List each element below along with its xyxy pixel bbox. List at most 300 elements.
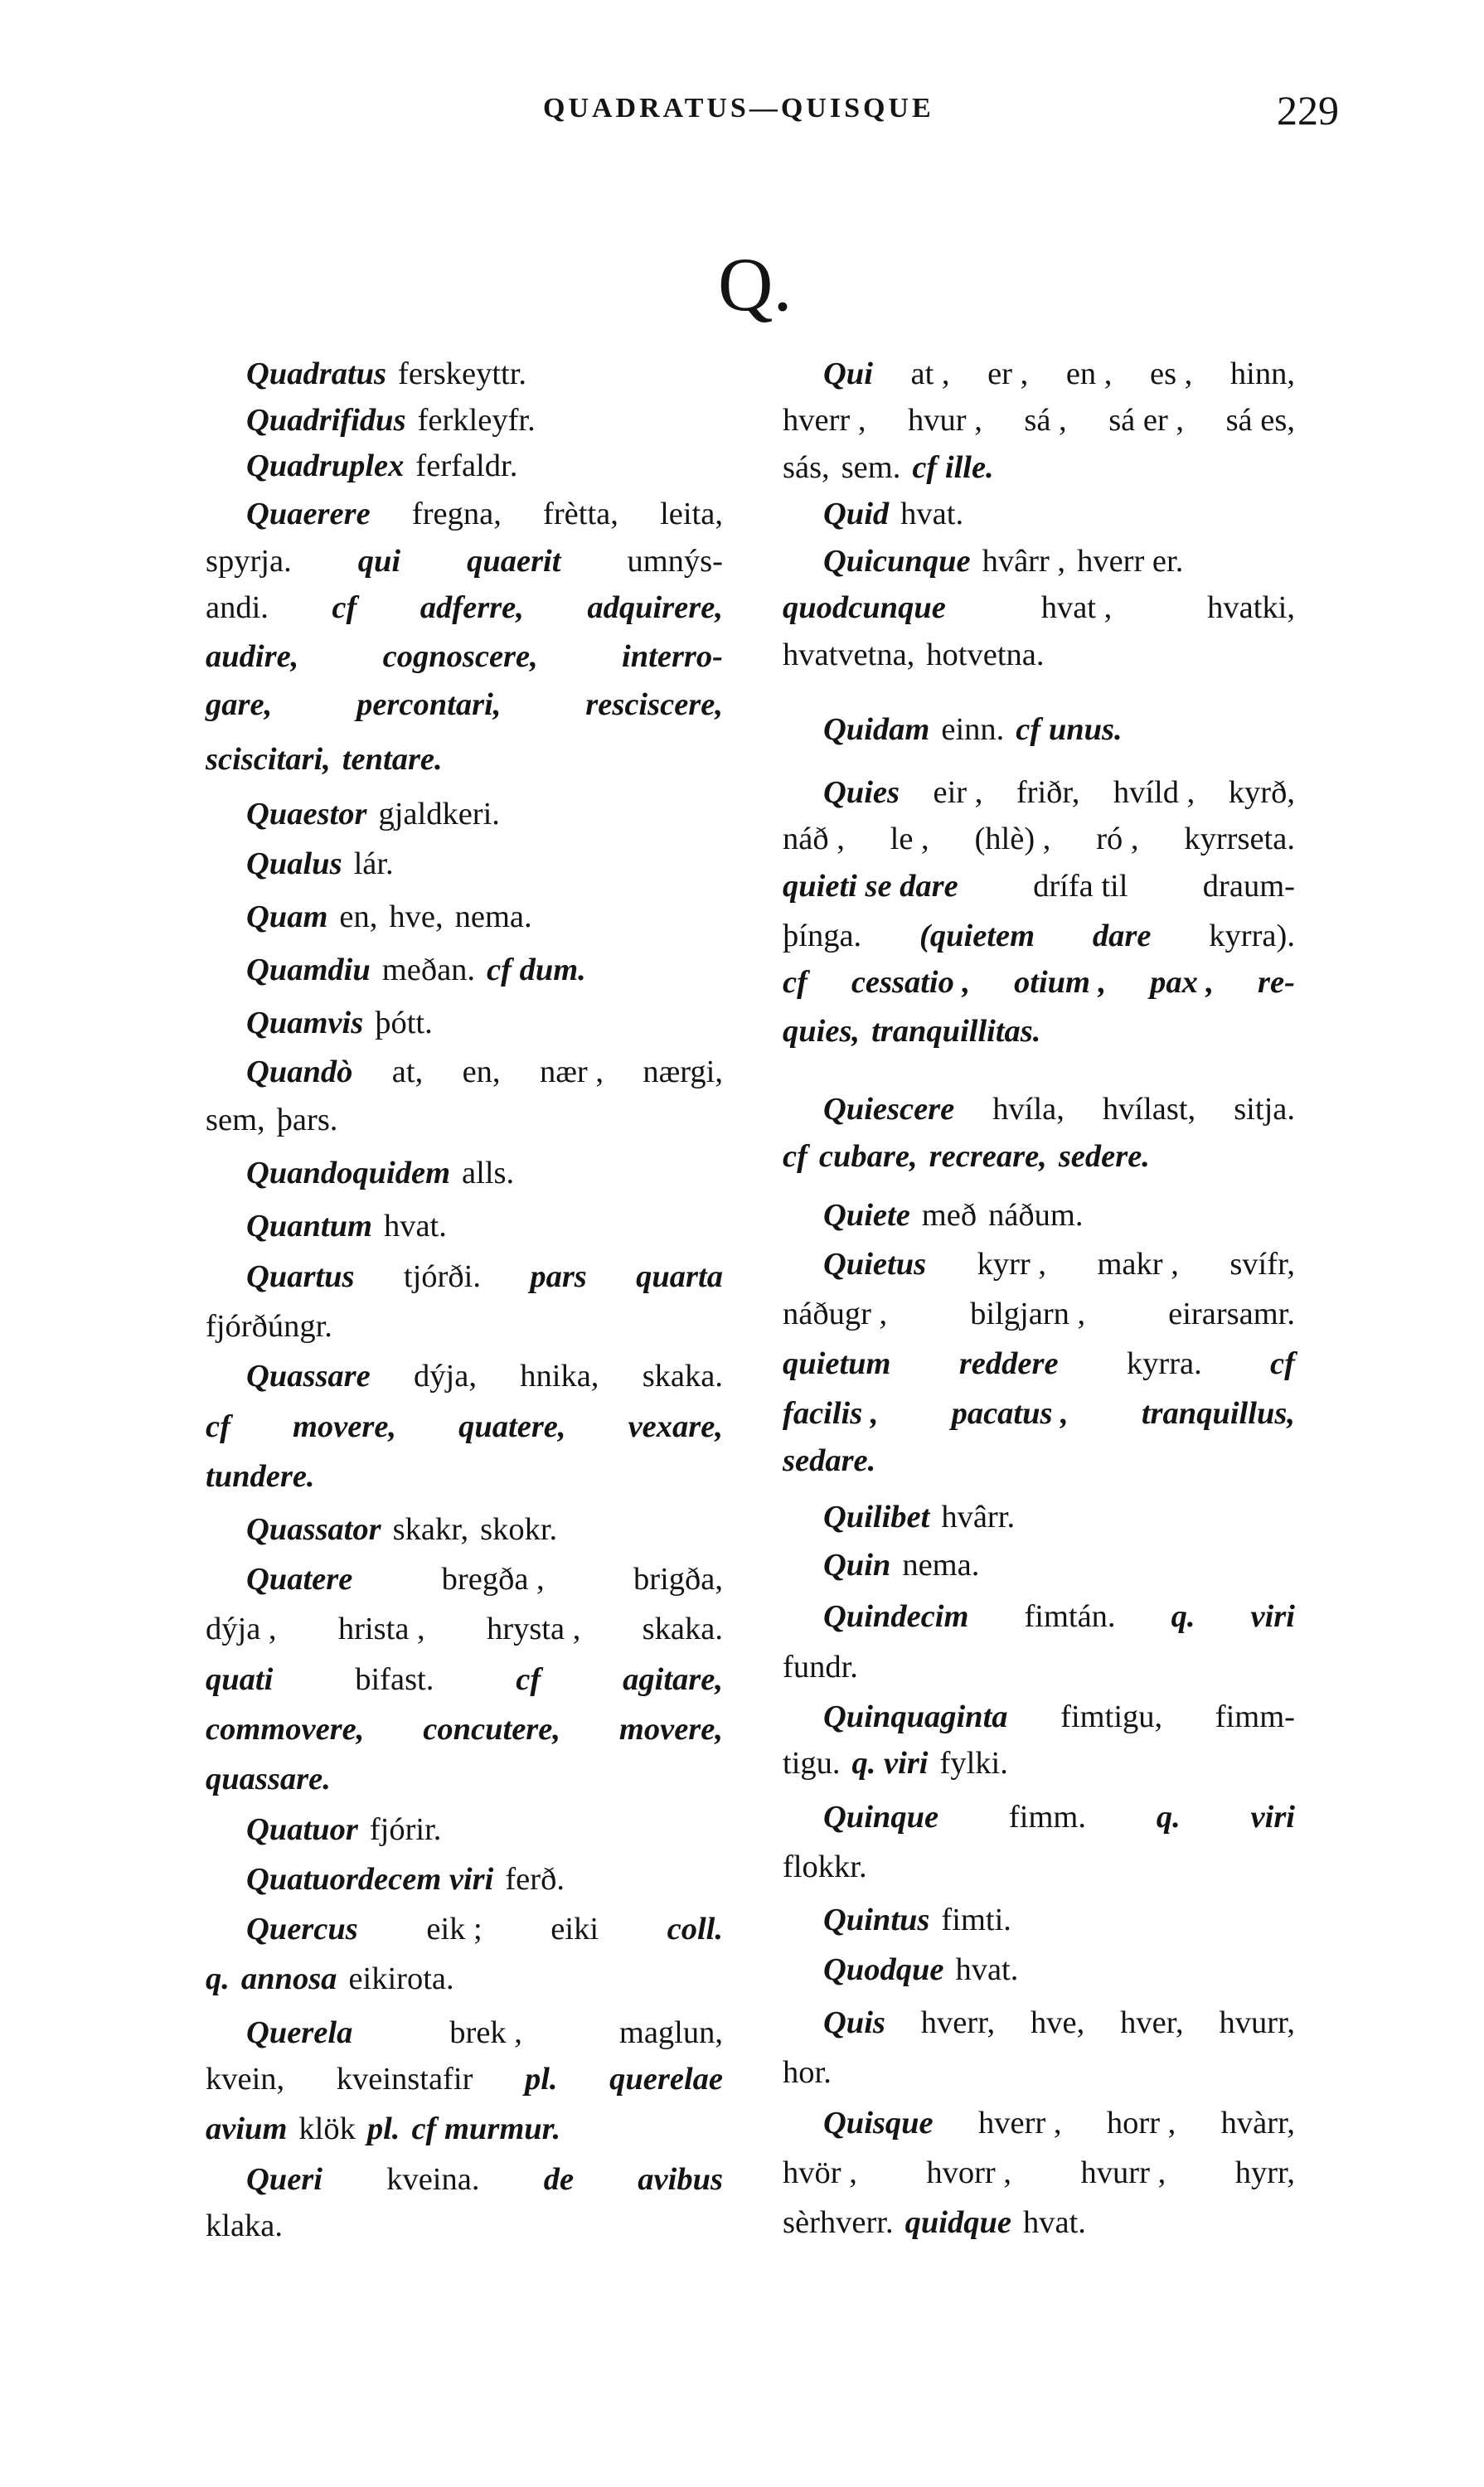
latin-term: quaerit bbox=[467, 544, 561, 579]
text-line bbox=[823, 353, 1295, 395]
translation-text: fimti. bbox=[941, 1903, 1011, 1937]
text-line bbox=[206, 1758, 723, 1800]
latin-term: querelae bbox=[609, 2062, 723, 2097]
text-line bbox=[783, 2152, 1295, 2194]
translation-text: kyrð, bbox=[1228, 775, 1295, 810]
text-line bbox=[246, 1256, 723, 1297]
text-line bbox=[783, 2202, 1295, 2243]
latin-term: q. bbox=[1156, 1800, 1181, 1835]
translation-text: spyrja. bbox=[206, 544, 292, 579]
latin-term: percontari, bbox=[356, 687, 502, 722]
text-line bbox=[823, 541, 1295, 582]
latin-term: cf murmur. bbox=[411, 2111, 561, 2146]
text-line bbox=[206, 1709, 723, 1750]
latin-term: q. bbox=[1171, 1599, 1195, 1634]
text-line bbox=[783, 587, 1295, 628]
translation-text: nema. bbox=[454, 899, 532, 934]
translation-text: kyrrseta. bbox=[1184, 822, 1295, 856]
text-line bbox=[823, 1244, 1295, 1285]
latin-term: annosa bbox=[240, 1961, 337, 1996]
translation-text: hor. bbox=[783, 2055, 832, 2090]
translation-text: umnýs- bbox=[627, 544, 723, 579]
latin-term: interro- bbox=[622, 639, 723, 674]
latin-term: agitare, bbox=[623, 1662, 723, 1697]
translation-text: en, bbox=[339, 899, 378, 934]
latin-term: facilis , bbox=[783, 1396, 879, 1431]
latin-term: viri bbox=[1250, 1800, 1295, 1835]
translation-text: kvein, bbox=[206, 2062, 285, 2097]
translation-text: sitja. bbox=[1234, 1092, 1295, 1127]
translation-text: sá , bbox=[1024, 403, 1067, 438]
latin-term: q. viri bbox=[851, 1746, 929, 1781]
translation-text: kyrr , bbox=[977, 1247, 1046, 1282]
latin-term: Quiescere bbox=[823, 1092, 955, 1127]
latin-term: quidque bbox=[904, 2205, 1011, 2240]
translation-text: hotvetna. bbox=[926, 638, 1045, 672]
latin-term: Quies bbox=[823, 775, 900, 810]
translation-text: hve, bbox=[1031, 2005, 1085, 2040]
latin-term: Querela bbox=[246, 2015, 353, 2050]
latin-term: adquirere, bbox=[587, 590, 723, 625]
latin-term: pacatus , bbox=[951, 1396, 1069, 1431]
latin-term: re- bbox=[1258, 965, 1295, 1000]
text-line bbox=[783, 865, 1295, 907]
translation-text: skakr, bbox=[392, 1512, 469, 1547]
latin-term: Quatuor bbox=[246, 1812, 358, 1847]
latin-term: Quartus bbox=[246, 1259, 355, 1294]
translation-text: hvat. bbox=[383, 1209, 447, 1244]
text-line bbox=[783, 1846, 1295, 1888]
translation-text: hinn, bbox=[1229, 356, 1295, 391]
latin-term: Quamvis bbox=[246, 1006, 364, 1040]
latin-term: coll. bbox=[667, 1912, 723, 1946]
latin-term: Quintus bbox=[823, 1903, 930, 1937]
translation-text: hver, bbox=[1120, 2005, 1184, 2040]
text-line bbox=[823, 772, 1295, 813]
translation-text: hvat. bbox=[1022, 2205, 1086, 2240]
text-line bbox=[783, 447, 1295, 488]
latin-term: Quamdiu bbox=[246, 953, 371, 987]
translation-text: hvat , bbox=[1040, 590, 1113, 625]
latin-term: quietum bbox=[783, 1346, 891, 1381]
text-line bbox=[823, 1796, 1295, 1838]
translation-text: en , bbox=[1065, 356, 1113, 391]
translation-text: ferskeyttr. bbox=[398, 356, 527, 391]
latin-term: Quinque bbox=[823, 1800, 939, 1835]
text-line bbox=[783, 1343, 1295, 1384]
translation-text: er , bbox=[987, 356, 1029, 391]
translation-text: flokkr. bbox=[783, 1849, 867, 1884]
latin-term: Quandò bbox=[246, 1054, 353, 1089]
text-line bbox=[246, 949, 723, 991]
section-letter: Q. bbox=[718, 242, 793, 327]
text-line bbox=[206, 1306, 723, 1347]
translation-text: hvârr , bbox=[982, 544, 1066, 579]
translation-text: fundr. bbox=[783, 1650, 858, 1685]
latin-term: Quam bbox=[246, 899, 328, 934]
text-line bbox=[246, 1051, 723, 1093]
translation-text: svífr, bbox=[1229, 1247, 1295, 1282]
translation-text: kyrra. bbox=[1126, 1346, 1202, 1381]
latin-term: viri bbox=[1250, 1599, 1295, 1634]
text-line bbox=[206, 1659, 723, 1700]
translation-text: ferfaldr. bbox=[415, 448, 518, 483]
latin-term: cf bbox=[206, 1409, 230, 1444]
translation-text: þínga. bbox=[783, 919, 862, 953]
latin-term: Quassare bbox=[246, 1359, 371, 1394]
text-line bbox=[206, 1406, 723, 1447]
translation-text: hverr er. bbox=[1077, 544, 1184, 579]
text-line bbox=[783, 1440, 1295, 1481]
latin-term: de bbox=[543, 2162, 575, 2197]
translation-text: fimtigu, bbox=[1060, 1699, 1163, 1734]
translation-text: hvílast, bbox=[1102, 1092, 1196, 1127]
latin-term: cf unus. bbox=[1016, 712, 1123, 747]
translation-text: hve, bbox=[389, 899, 444, 934]
translation-text: hrysta , bbox=[487, 1612, 581, 1646]
latin-term: Quercus bbox=[246, 1912, 358, 1946]
text-line bbox=[823, 1496, 1295, 1538]
translation-text: hvorr , bbox=[926, 2155, 1012, 2190]
text-line bbox=[783, 1011, 1295, 1052]
translation-text: hvör , bbox=[783, 2155, 857, 2190]
latin-term: tundere. bbox=[206, 1459, 315, 1494]
translation-text: brek , bbox=[449, 2015, 522, 2050]
text-line bbox=[206, 739, 723, 780]
latin-term: avibus bbox=[638, 2162, 723, 2197]
translation-text: ferð. bbox=[505, 1862, 565, 1897]
translation-text: sem, bbox=[206, 1103, 265, 1137]
latin-term: pax , bbox=[1150, 965, 1215, 1000]
text-line bbox=[783, 1646, 1295, 1688]
translation-text: meðan. bbox=[381, 953, 476, 987]
text-line bbox=[783, 915, 1295, 957]
text-line bbox=[206, 541, 723, 582]
latin-term: Quaestor bbox=[246, 797, 367, 831]
latin-term: Qualus bbox=[246, 846, 342, 881]
text-line bbox=[783, 1293, 1295, 1335]
translation-text: dýja, bbox=[414, 1359, 477, 1394]
text-line bbox=[246, 1559, 723, 1600]
latin-term: Quindecim bbox=[823, 1599, 969, 1634]
translation-text: le , bbox=[890, 822, 929, 856]
translation-text: leita, bbox=[660, 497, 723, 531]
text-line bbox=[246, 400, 723, 441]
translation-text: nema. bbox=[902, 1548, 980, 1583]
text-line bbox=[246, 2159, 723, 2200]
latin-term: cessatio , bbox=[851, 965, 971, 1000]
latin-term: cf bbox=[783, 965, 807, 1000]
translation-text: horr , bbox=[1106, 2106, 1176, 2140]
translation-text: nær , bbox=[539, 1054, 604, 1089]
latin-term: Quassator bbox=[246, 1512, 381, 1547]
text-line bbox=[823, 1696, 1295, 1738]
translation-text: bilgjarn , bbox=[970, 1297, 1086, 1331]
text-line bbox=[783, 962, 1295, 1003]
translation-text: kyrra). bbox=[1209, 919, 1295, 953]
translation-text: sás, bbox=[783, 450, 830, 485]
text-line bbox=[246, 1152, 723, 1194]
text-line bbox=[206, 636, 723, 677]
translation-text: ferkleyfr. bbox=[417, 403, 536, 438]
text-line bbox=[823, 1088, 1295, 1130]
latin-term: Quis bbox=[823, 2005, 885, 2040]
latin-term: (quietem bbox=[919, 919, 1035, 953]
latin-term: sciscitari, bbox=[206, 742, 331, 777]
translation-text: hvat. bbox=[955, 1952, 1019, 1987]
text-line bbox=[783, 818, 1295, 860]
latin-term: quarta bbox=[636, 1259, 723, 1294]
text-line bbox=[246, 1355, 723, 1397]
text-line bbox=[823, 2102, 1295, 2144]
latin-term: Quaerere bbox=[246, 497, 371, 531]
latin-term: cf dum. bbox=[487, 953, 586, 987]
text-line bbox=[783, 1136, 1295, 1177]
latin-term: cubare, bbox=[818, 1139, 918, 1174]
latin-term: Queri bbox=[246, 2162, 323, 2197]
translation-text: bifast. bbox=[355, 1662, 434, 1697]
latin-term: qui bbox=[357, 544, 401, 579]
translation-text: náðum. bbox=[988, 1198, 1084, 1233]
translation-text: fregna, bbox=[411, 497, 502, 531]
latin-term: cf bbox=[1270, 1346, 1295, 1381]
latin-term: Qui bbox=[823, 356, 873, 391]
translation-text: skaka. bbox=[642, 1359, 723, 1394]
latin-term: Quatuordecem viri bbox=[246, 1862, 494, 1897]
latin-term: quies, bbox=[783, 1014, 861, 1049]
translation-text: nærgi, bbox=[643, 1054, 723, 1089]
latin-term: commovere, bbox=[206, 1712, 365, 1747]
text-line bbox=[206, 684, 723, 725]
translation-text: ró , bbox=[1096, 822, 1139, 856]
translation-text: lár. bbox=[353, 846, 394, 881]
text-line bbox=[783, 634, 1295, 676]
latin-term: avium bbox=[206, 2111, 288, 2146]
latin-term: sedare. bbox=[783, 1443, 876, 1478]
text-line bbox=[246, 1002, 723, 1044]
latin-term: gare, bbox=[206, 687, 273, 722]
text-line bbox=[206, 2205, 723, 2247]
translation-text: klaka. bbox=[206, 2208, 283, 2243]
translation-text: sá es, bbox=[1225, 403, 1295, 438]
translation-text: kveina. bbox=[386, 2162, 480, 2197]
translation-text: frètta, bbox=[543, 497, 618, 531]
translation-text: fimm- bbox=[1215, 1699, 1295, 1734]
translation-text: brigða, bbox=[633, 1562, 723, 1597]
translation-text: þótt. bbox=[375, 1006, 433, 1040]
latin-term: quati bbox=[206, 1662, 274, 1697]
latin-term: cf bbox=[783, 1139, 807, 1174]
translation-text: eir , bbox=[933, 775, 983, 810]
text-line bbox=[783, 1393, 1295, 1434]
translation-text: at, bbox=[391, 1054, 424, 1089]
latin-term: Quadratus bbox=[246, 356, 387, 391]
translation-text: drífa til bbox=[1033, 869, 1128, 904]
translation-text: hvíla, bbox=[992, 1092, 1065, 1127]
translation-text: hvat. bbox=[900, 497, 964, 531]
latin-term: otium , bbox=[1014, 965, 1107, 1000]
text-line bbox=[783, 1743, 1295, 1784]
latin-term: Quid bbox=[823, 497, 890, 531]
latin-term: reddere bbox=[958, 1346, 1059, 1381]
latin-term: vexare, bbox=[628, 1409, 723, 1444]
latin-term: cf ille. bbox=[912, 450, 994, 485]
latin-term: Quinquaginta bbox=[823, 1699, 1008, 1734]
translation-text: hverr, bbox=[920, 2005, 996, 2040]
translation-text: en, bbox=[462, 1054, 501, 1089]
text-line bbox=[206, 587, 723, 628]
translation-text: hverr , bbox=[783, 403, 866, 438]
text-line bbox=[823, 2002, 1295, 2043]
translation-text: fjórir. bbox=[369, 1812, 442, 1847]
latin-term: concutere, bbox=[423, 1712, 560, 1747]
latin-term: audire, bbox=[206, 639, 299, 674]
text-line bbox=[246, 896, 723, 938]
text-line bbox=[823, 1949, 1295, 1990]
text-line bbox=[823, 1195, 1295, 1236]
translation-text: skaka. bbox=[642, 1612, 723, 1646]
text-line bbox=[246, 1809, 723, 1850]
text-line bbox=[823, 1899, 1295, 1941]
translation-text: (hlè) , bbox=[974, 822, 1051, 856]
translation-text: hverr , bbox=[978, 2106, 1062, 2140]
translation-text: andi. bbox=[206, 590, 269, 625]
translation-text: sèrhverr. bbox=[783, 2205, 894, 2240]
translation-text: náðugr , bbox=[783, 1297, 888, 1331]
latin-term: Quin bbox=[823, 1548, 891, 1583]
latin-term: Quisque bbox=[823, 2106, 934, 2140]
translation-text: fimm. bbox=[1008, 1800, 1086, 1835]
text-line bbox=[206, 1958, 723, 2000]
translation-text: eirarsamr. bbox=[1168, 1297, 1295, 1331]
latin-term: movere, bbox=[292, 1409, 397, 1444]
latin-term: movere, bbox=[618, 1712, 723, 1747]
translation-text: skokr. bbox=[480, 1512, 558, 1547]
latin-term: pars bbox=[530, 1259, 587, 1294]
translation-text: fimtán. bbox=[1024, 1599, 1116, 1634]
latin-term: cf bbox=[516, 1662, 541, 1697]
text-line bbox=[246, 2012, 723, 2053]
text-line bbox=[823, 1596, 1295, 1637]
translation-text: hvatvetna, bbox=[783, 638, 915, 672]
translation-text: klök bbox=[298, 2111, 356, 2146]
translation-text: fylki. bbox=[939, 1746, 1008, 1781]
latin-term: recreare, bbox=[929, 1139, 1047, 1174]
translation-text: tjórði. bbox=[403, 1259, 481, 1294]
latin-term: Quadrifidus bbox=[246, 403, 406, 438]
translation-text: náð , bbox=[783, 822, 845, 856]
latin-term: quatere, bbox=[458, 1409, 566, 1444]
translation-text: alls. bbox=[462, 1156, 515, 1190]
translation-text: hyrr, bbox=[1234, 2155, 1295, 2190]
translation-text: hvàrr, bbox=[1220, 2106, 1295, 2140]
translation-text: sem. bbox=[841, 450, 901, 485]
text-line bbox=[246, 445, 723, 487]
latin-term: cf bbox=[332, 590, 357, 625]
translation-text: eiki bbox=[550, 1912, 599, 1946]
text-line bbox=[783, 400, 1295, 441]
translation-text: hvatki, bbox=[1207, 590, 1295, 625]
translation-text: hvíld , bbox=[1113, 775, 1195, 810]
latin-term: sedere. bbox=[1058, 1139, 1150, 1174]
latin-term: dare bbox=[1092, 919, 1152, 953]
latin-term: q. bbox=[206, 1961, 230, 1996]
translation-text: at , bbox=[910, 356, 950, 391]
latin-term: tentare. bbox=[342, 742, 443, 777]
page-number: 229 bbox=[1277, 87, 1339, 133]
running-title: QUADRATUS—QUISQUE bbox=[543, 93, 934, 124]
text-line bbox=[206, 2058, 723, 2100]
text-line bbox=[246, 493, 723, 535]
text-line bbox=[246, 793, 723, 835]
latin-term: tranquillus, bbox=[1141, 1396, 1295, 1431]
translation-text: þars. bbox=[276, 1103, 338, 1137]
translation-text: einn. bbox=[941, 712, 1005, 747]
text-line bbox=[206, 1608, 723, 1650]
text-line bbox=[246, 1859, 723, 1900]
text-line bbox=[246, 1509, 723, 1550]
translation-text: bregða , bbox=[441, 1562, 545, 1597]
text-line bbox=[246, 843, 723, 885]
latin-term: Quilibet bbox=[823, 1500, 930, 1534]
text-line bbox=[206, 1456, 723, 1497]
latin-term: Quiete bbox=[823, 1198, 910, 1233]
translation-text: fjórðúngr. bbox=[206, 1309, 332, 1344]
text-line bbox=[823, 1544, 1295, 1586]
translation-text: hvârr. bbox=[941, 1500, 1016, 1534]
translation-text: hvurr , bbox=[1080, 2155, 1166, 2190]
text-line bbox=[246, 1908, 723, 1950]
latin-term: quodcunque bbox=[783, 590, 946, 625]
translation-text: hrista , bbox=[337, 1612, 425, 1646]
translation-text: kveinstafir bbox=[336, 2062, 473, 2097]
text-line bbox=[206, 2108, 723, 2150]
translation-text: draum- bbox=[1202, 869, 1295, 904]
latin-term: tranquillitas. bbox=[871, 1014, 1041, 1049]
latin-term: Quantum bbox=[246, 1209, 372, 1244]
translation-text: gjaldkeri. bbox=[378, 797, 500, 831]
text-line bbox=[206, 1099, 723, 1141]
text-line bbox=[823, 493, 1295, 535]
latin-term: cognoscere, bbox=[382, 639, 538, 674]
latin-term: quieti se dare bbox=[783, 869, 958, 904]
text-line bbox=[246, 1205, 723, 1247]
translation-text: með bbox=[921, 1198, 977, 1233]
translation-text: tigu. bbox=[783, 1746, 841, 1781]
latin-term: Quatere bbox=[246, 1562, 353, 1597]
latin-term: Quietus bbox=[823, 1247, 927, 1282]
latin-term: adferre, bbox=[419, 590, 524, 625]
text-line bbox=[783, 2052, 1295, 2093]
text-line bbox=[823, 709, 1295, 750]
translation-text: hvur , bbox=[908, 403, 982, 438]
translation-text: sá er , bbox=[1108, 403, 1185, 438]
latin-term: Quicunque bbox=[823, 544, 971, 579]
translation-text: eikirota. bbox=[348, 1961, 454, 1996]
latin-term: Quadruplex bbox=[246, 448, 405, 483]
translation-text: eik ; bbox=[426, 1912, 483, 1946]
latin-term: Quidam bbox=[823, 712, 930, 747]
translation-text: dýja , bbox=[206, 1612, 277, 1646]
latin-term: Quandoquidem bbox=[246, 1156, 451, 1190]
translation-text: friðr, bbox=[1016, 775, 1080, 810]
translation-text: hvurr, bbox=[1219, 2005, 1295, 2040]
translation-text: es , bbox=[1149, 356, 1193, 391]
translation-text: makr , bbox=[1097, 1247, 1179, 1282]
latin-term: pl. bbox=[524, 2062, 558, 2097]
translation-text: hnika, bbox=[520, 1359, 599, 1394]
latin-term: resciscere, bbox=[585, 687, 723, 722]
